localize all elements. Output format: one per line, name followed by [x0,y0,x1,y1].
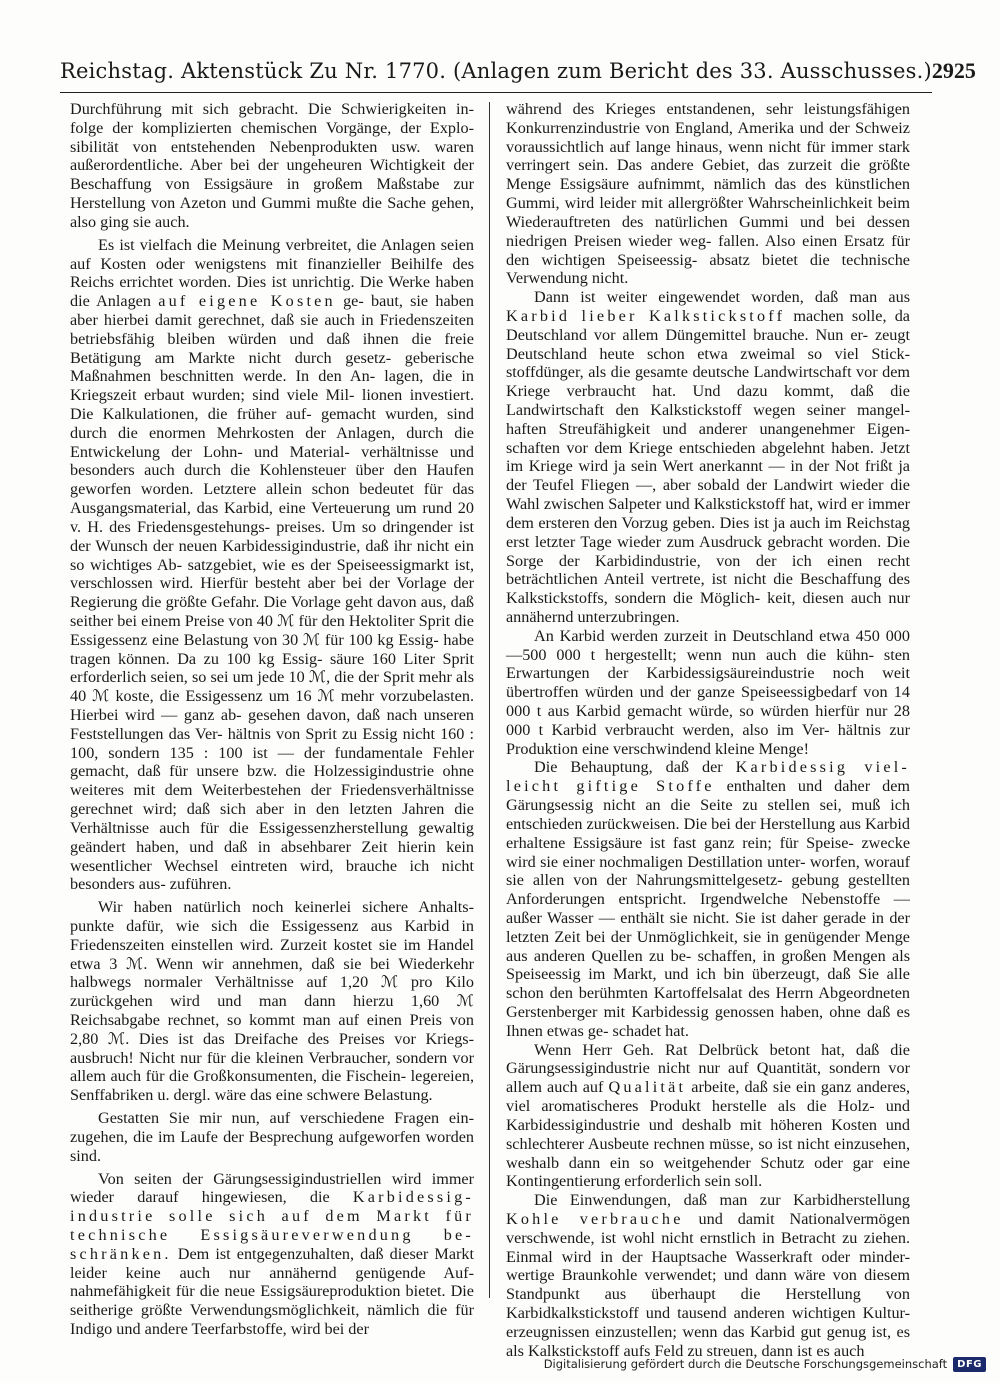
left-paragraph-5 [70,1170,474,1339]
right-paragraph-6-text-a: Die Einwendungen, daß man zur Karbidherstellung [534,1191,910,1210]
right-paragraph-5-text-a: Wenn Herr Geh. Rat Delbrück betont hat, daß die Gärungsessigindustrie nicht nur auf Quantität, sondern vor allem auch auf [506,1040,910,1097]
left-paragraph-1: Durchführung mit sich gebracht. Die Schwierigkeiten in- folge der komplizierten chemischen Vorgänge, der Explo- sibilität von entstehenden Nebenprodukten usw. waren außerordentliche. Aber bei der ungeheuren Wichtigkeit der Beschaffung von Essigsäure in großem Maßstabe zur Herstellung von Azeton und Gummi mußte die Sache gehen, also ging sie auch. [70,100,474,231]
right-paragraph-4-emphasis: Karbidessig viel- leicht giftige Stoffe [506,758,910,796]
right-paragraph-4 [506,758,910,1040]
column-divider [489,102,490,1298]
page-number: 2925 [931,58,976,83]
left-paragraph-5-text-a: Von seiten der Gärungsessigindustriellen wird immer wieder darauf hingewiesen, die [70,1169,474,1207]
left-paragraph-2-text-b: ge- baut, sie haben aber hierbei damit gerechnet, daß sie auch in Friedenszeiten betriebsfähig bleiben würden und daß ihnen die freie Betätigung am Markte nicht durch gesetz- geberische Maßnahmen beschnitten werde. In den An- lagen, die in Kriegszeit erbaut wurden; sind viele Mil- lionen investiert. Die Kalkulationen, die früher auf- gemacht wurden, sind durch die enormen Mehrkosten der Anlagen, durch die Entwickelung der Lohn- und Material- verhältnisse und besonders auch durch die Kohlensteuer über den Haufen geworfen worden. Letztere allein schon bedeutet für das Ausgangsmaterial, das Karbid, eine Verteuerung um rund 20 v. H. des Friedensgestehungs- preises. Um so dringender ist der Wunsch der neuen Karbidessigindustrie, daß ihr nicht ein so wichtiges Ab- satzgebiet, wie es der Speiseessigmarkt ist, verschlossen wird. Hierfür besteht aber bei der Vorlage der Regierung die größte Gefahr. Die Vorlage geht davon aus, daß seither bei einem Preise von 40 ℳ für den Hektoliter Sprit die Essigessenz eine Belastung von 30 ℳ für 100 kg Essig- habe tragen können. Da zu 100 kg Essig- säure 160 Liter Sprit erforderlich seien, so sei um jede 10 ℳ, die der Sprit mehr als 40 ℳ koste, die Essigessenz um 16 ℳ mehr vorzubelasten. Hierbei wird — ganz ab- gesehen davon, daß nach unseren Feststellungen das Ver- hältnis von Sprit zu Essig nicht 160 : 100, sondern 135 : 100 ist — der fundamentale Fehler gemacht, daß für unsere bzw. die Holzessigindustrie ohne weiteres mit dem Weiterbestehen der Friedensverhältnisse gerechnet wird; daß sich aber in den letzten Jahren die Verhältnisse auch für die Essigessenzherstellung gewaltig geändert haben, und daß in absehbarer Zeit hierin kein wesentlicher Wechsel eintreten wird, brauche ich nicht besonders aus- zuführen. [70,292,474,894]
left-paragraph-2-emphasis: auf eigene Kosten [158,292,336,311]
left-paragraph-3: Wir haben natürlich noch keinerlei sichere Anhalts- punkte dafür, wie sich die Essigessenz aus Karbid in Friedenszeiten einstellen wird. Zurzeit kostet sie im Handel etwa 3 ℳ. Wenn wir annehmen, daß sie bei Wiederkehr halbwegs normaler Verhältnisse auf 1,20 ℳ pro Kilo zurückgehen wird und man dann hierzu 1,60 ℳ Reichsabgabe rechnet, so kommt man auf einen Preis von 2,80 ℳ. Dies ist das Dreifache des Preises vor Kriegs- ausbruch! Nicht nur für die kleinen Verbraucher, sondern vor allem auch für die Großkonsumenten, die Fischein- legereien, Senffabriken u. dergl. wäre das eine schwere Belastung. [70,898,474,1105]
running-title: Reichstag. Aktenstück Zu Nr. 1770. (Anlagen zum Bericht des 33. Ausschusses.) [60,59,932,83]
right-paragraph-6-text-b: und damit Nationalvermögen verschwende, ist wohl nicht ernstlich in Betracht zu ziehen. Einmal wird in der Hauptsache Wasserkraft oder minder- wertige Braunkohle verwendet; und dann wäre von diesem Standpunkt aus überhaupt die Herstellung von Karbidkalkstickstoff und tausend anderen wichtigen Kultur- erzeugnissen einzustellen; wenn das Karbid gut genug ist, es als Kalkstickstoff aufs Feld zu streuen, dann ist es auch [506,1209,910,1360]
page-header [60,58,976,93]
right-paragraph-6-emphasis: Kohle verbrauche [506,1209,684,1228]
right-paragraph-5-text-b: arbeite, daß sie ein ganz anderes, viel aromatischeres Produkt herstelle als die Holz- und Karbidessigindustrie und deshalb mit höheren Kosten und schlechterer Ausbeute rechnen müsse, so ist nicht einzusehen, weshalb dann ein so weitgehender Schutz oder gar eine Kontingentierung erforderlich sein soll. [506,1078,910,1191]
right-paragraph-2 [506,288,910,627]
right-paragraph-2-text-b: machen solle, da Deutschland vor allem Düngemittel brauche. Nun er- zeugt Deutschland heute schon etwa zweimal so viel Stick- stoffdünger, als die gesamte deutsche Landwirtschaft vor dem Kriege verbraucht hat. Und dazu kommt, daß die Landwirtschaft den Kalkstickstoff wegen seiner mangel- haften Streufähigkeit und anderer unangenehmer Eigen- schaften vor dem Kriege entschieden abgelehnt haben. Jetzt im Kriege wird ja sein Wert anerkannt — in der Not frißt ja der Teufel Fliegen —, aber sobald der Landwirt wieder die Wahl zwischen Salpeter und Kalkstickstoff hat, wird er immer dem ersteren den Vorzug geben. Dies ist ja auch im Reichstag erst letzter Tage wieder zum Ausdruck gebracht worden. Die Sorge der Karbidindustrie, von der ich einen recht beträchtlichen Anteil vertrete, ist nicht die Beschaffung des Kalkstickstoffs, sondern die Möglich- keit, diesen auch nur annähernd unterzubringen. [506,306,910,626]
digitization-credit [544,1353,986,1375]
right-paragraph-4-text-b: enthalten und daher dem Gärungsessig nicht an die Seite zu stellen sei, muß ich entschieden zurückweisen. Die bei der Herstellung aus Karbid erhaltene Essigsäure ist fast ganz rein; für Speise- zwecke wird sie einer nochmaligen Destillation unter- worfen, worauf sie allen von der Nahrungsmittelgesetz- gebung gestellten Anforderungen entspricht. Irgendwelche Nebenstoffe — außer Wasser — enthält sie nicht. Sie ist daher gerade in der letzten Zeit bei der Unmöglichkeit, sie in genügender Menge aus anderen Quellen zu be- schaffen, in großen Mengen als Speiseessig im Markt, und ich bin überzeugt, daß Sie alle schon den berühmten Kartoffelsalat des Herrn Abgeordneten Gerstenberger mit Karbidessig genossen haben, ohne daß es Ihnen etwas ge- schadet hat. [506,777,910,1040]
right-paragraph-3: An Karbid werden zurzeit in Deutschland etwa 450 000—500 000 t hergestellt; wenn nun auch die kühn- sten Erwartungen der Karbidessigsäureindustrie noch weit übertroffen würden und der ganze Speiseessigbedarf von 14 000 t aus Karbid gemacht würde, so würden hierfür nur 28 000 t Karbid verbraucht werden, also im Ver- hältnis zur Produktion eine verschwindend kleine Menge! [506,626,910,758]
left-paragraph-5-text-b: Dem ist entgegenzuhalten, daß dieser Markt leider keine auch nur annähernd genügende Auf- nahmefähigkeit für die neue Essigsäureproduktion bietet. Die seitherige größte Verwendungsmöglichkeit, nämlich die für Indigo und andere Teerfarbstoffe, wird bei der [70,1244,474,1338]
right-paragraph-2-emphasis: Karbid lieber Kalkstickstoff [506,306,786,325]
credit-text: Digitalisierung gefördert durch die Deutsche Forschungsgemeinschaft [543,1357,948,1371]
dfg-logo: DFG [953,1357,986,1372]
left-paragraph-4: Gestatten Sie mir nun, auf verschiedene Fragen ein- zugehen, die im Laufe der Besprechung aufgeworfen worden sind. [70,1109,474,1165]
right-paragraph-6 [506,1191,910,1360]
right-paragraph-4-text-a: Die Behauptung, daß der [534,758,736,777]
left-paragraph-5-emphasis: Karbidessig- industrie solle sich auf dem Markt für technische Essigsäureverwendung be- schränken. [70,1188,474,1263]
right-paragraph-2-text-a: Dann ist weiter eingewendet worden, daß man aus [534,288,910,307]
left-column [70,100,474,1338]
right-paragraph-1: während des Krieges entstandenen, sehr leistungsfähigen Konkurrenzindustrie von England, Amerika und der Schweiz voraussichtlich auf lange hinaus, wenn nicht für immer stark verringert sein. Das andere Gebiet, das zurzeit die größte Menge Essigsäure aufnimmt, nämlich das des künstlichen Gummi, wird leider mit allergrößter Wahrscheinlichkeit beim Wiederauftreten des natürlichen Gummi und bei dessen niedrigen Preisen wieder weg- fallen. Also einen Ersatz für den wichtigen Speiseessig- absatz bietet die technische Verwendung nicht. [506,100,910,288]
left-paragraph-2 [70,236,474,894]
right-column [506,100,910,1360]
left-paragraph-2-text-a: Es ist vielfach die Meinung verbreitet, die Anlagen seien auf Kosten oder wenigstens mit finanzieller Beihilfe des Reichs errichtet worden. Dies ist unrichtig. Die Werke haben die Anlagen [70,235,474,311]
right-paragraph-5-emphasis: Qualität [608,1078,687,1097]
right-paragraph-5 [506,1041,910,1192]
